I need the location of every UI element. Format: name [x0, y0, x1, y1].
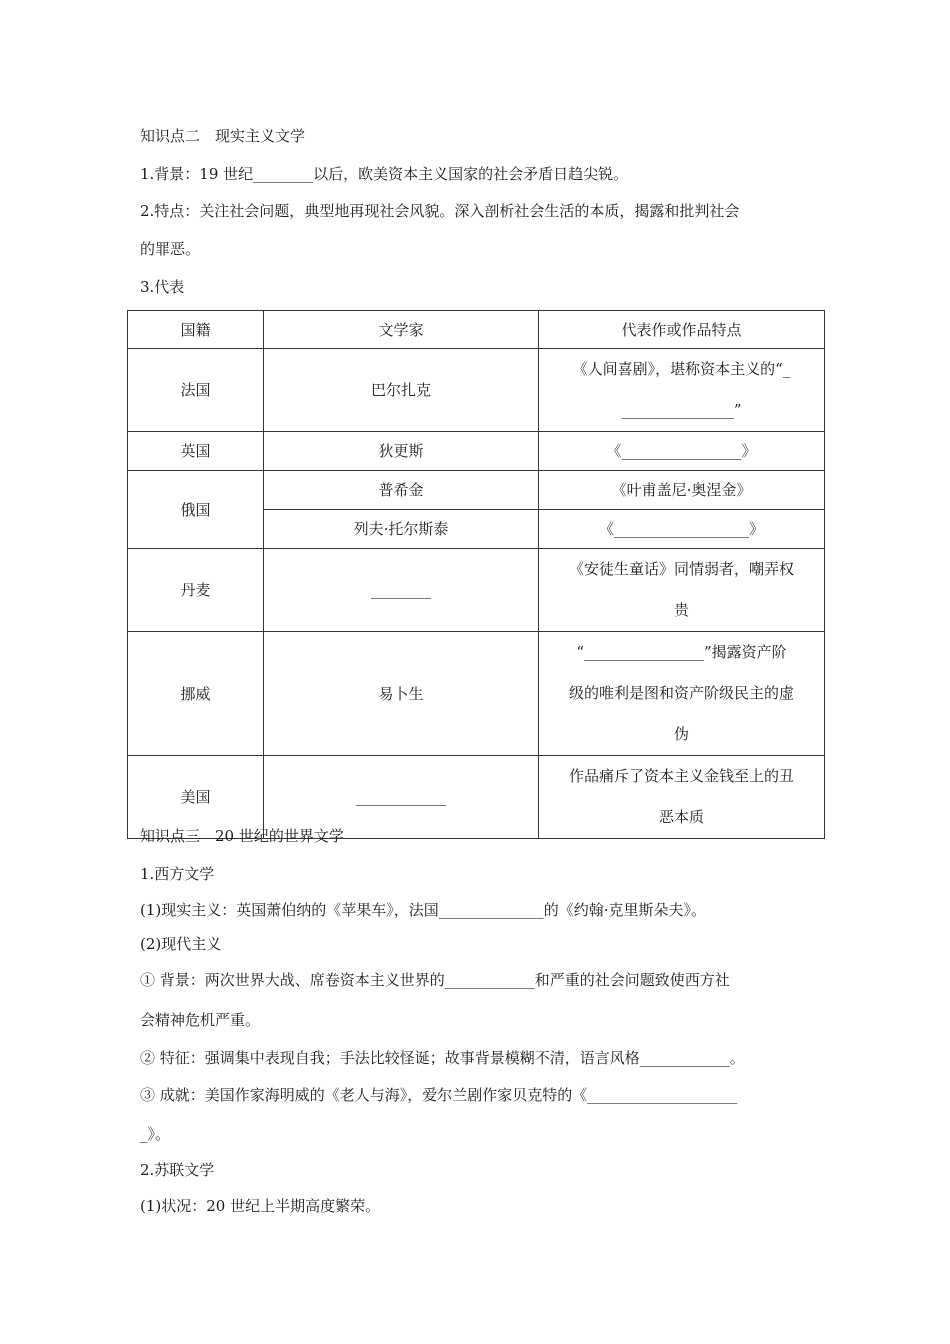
country-cell: 俄国: [128, 471, 264, 549]
work-cell: 《________________》: [539, 432, 825, 471]
work-line: 级的唯利是图和资产阶级民主的虚: [568, 684, 794, 702]
author-cell: ________: [264, 549, 539, 632]
work-line: 作品痛斥了资本主义金钱至上的丑: [568, 767, 794, 785]
header-country: 国籍: [128, 311, 264, 349]
feature-text-line2: 的罪恶。: [140, 240, 201, 258]
section-heading-20th-century: 知识点三 20 世纪的世界文学: [140, 827, 344, 845]
modernism-achievements-line1: ③ 成就：美国作家海明威的《老人与海》，爱尔兰剧作家贝克特的《____________________: [140, 1086, 738, 1104]
work-cell: [539, 349, 825, 432]
work-cell: [539, 549, 825, 632]
feature-text-line1: 2.特点：关注社会问题，典型地再现社会风貌。深入剖析社会生活的本质，揭露和批判社会: [140, 202, 740, 220]
table-row-russia-1: [128, 471, 825, 510]
background-text: 1.背景：19 世纪________以后，欧美资本主义国家的社会矛盾日趋尖锐。: [140, 165, 629, 183]
modernism-background-line1: ① 背景：两次世界大战、席卷资本主义世界的____________和严重的社会问题致使西方社: [140, 971, 730, 989]
table-row-norway: [128, 632, 825, 756]
western-literature-label: 1.西方文学: [140, 865, 215, 883]
country-cell: 英国: [128, 432, 264, 471]
author-cell: 巴尔扎克: [264, 349, 539, 432]
table-row-britain: [128, 432, 825, 471]
work-line: “________________”揭露资产阶: [576, 643, 787, 661]
work-line: _______________”: [621, 401, 742, 419]
table-row-france: [128, 349, 825, 432]
modernism-label: (2)现代主义: [140, 935, 222, 953]
header-works: 代表作或作品特点: [539, 311, 825, 349]
author-cell: 易卜生: [264, 632, 539, 756]
table-header-row: [128, 311, 825, 349]
work-line: 《安徒生童话》同情弱者，嘲弄权: [568, 560, 794, 578]
header-author: 文学家: [264, 311, 539, 349]
table-row-denmark: [128, 549, 825, 632]
author-cell: ____________: [264, 756, 539, 839]
country-cell: 法国: [128, 349, 264, 432]
section-heading-realism: 知识点二 现实主义文学: [140, 127, 306, 145]
modernism-traits: ② 特征：强调集中表现自我；手法比较怪诞；故事背景模糊不清，语言风格____________。: [140, 1049, 745, 1067]
work-cell: 《__________________》: [539, 510, 825, 549]
work-line: 伪: [673, 725, 689, 743]
work-cell: [539, 756, 825, 839]
modernism-achievements-line2: _》。: [140, 1125, 171, 1143]
author-cell: 列夫·托尔斯泰: [264, 510, 539, 549]
country-cell: 丹麦: [128, 549, 264, 632]
modernism-background-line2: 会精神危机严重。: [140, 1011, 261, 1029]
representatives-table: [127, 310, 825, 839]
realism-text: (1)现实主义：英国萧伯纳的《苹果车》，法国______________的《约翰·克里斯朵夫》。: [140, 901, 707, 919]
author-cell: 狄更斯: [264, 432, 539, 471]
soviet-literature-label: 2.苏联文学: [140, 1161, 215, 1179]
work-line: 恶本质: [658, 808, 704, 826]
work-line: 《人间喜剧》，堪称资本主义的“_: [572, 360, 791, 378]
work-cell: 《叶甫盖尼·奥涅金》: [539, 471, 825, 510]
country-cell: 挪威: [128, 632, 264, 756]
country-cell: 美国: [128, 756, 264, 839]
work-line: 贵: [673, 601, 689, 619]
soviet-status-text: (1)状况：20 世纪上半期高度繁荣。: [140, 1197, 381, 1215]
work-cell: [539, 632, 825, 756]
author-cell: 普希金: [264, 471, 539, 510]
representatives-label: 3.代表: [140, 278, 185, 296]
